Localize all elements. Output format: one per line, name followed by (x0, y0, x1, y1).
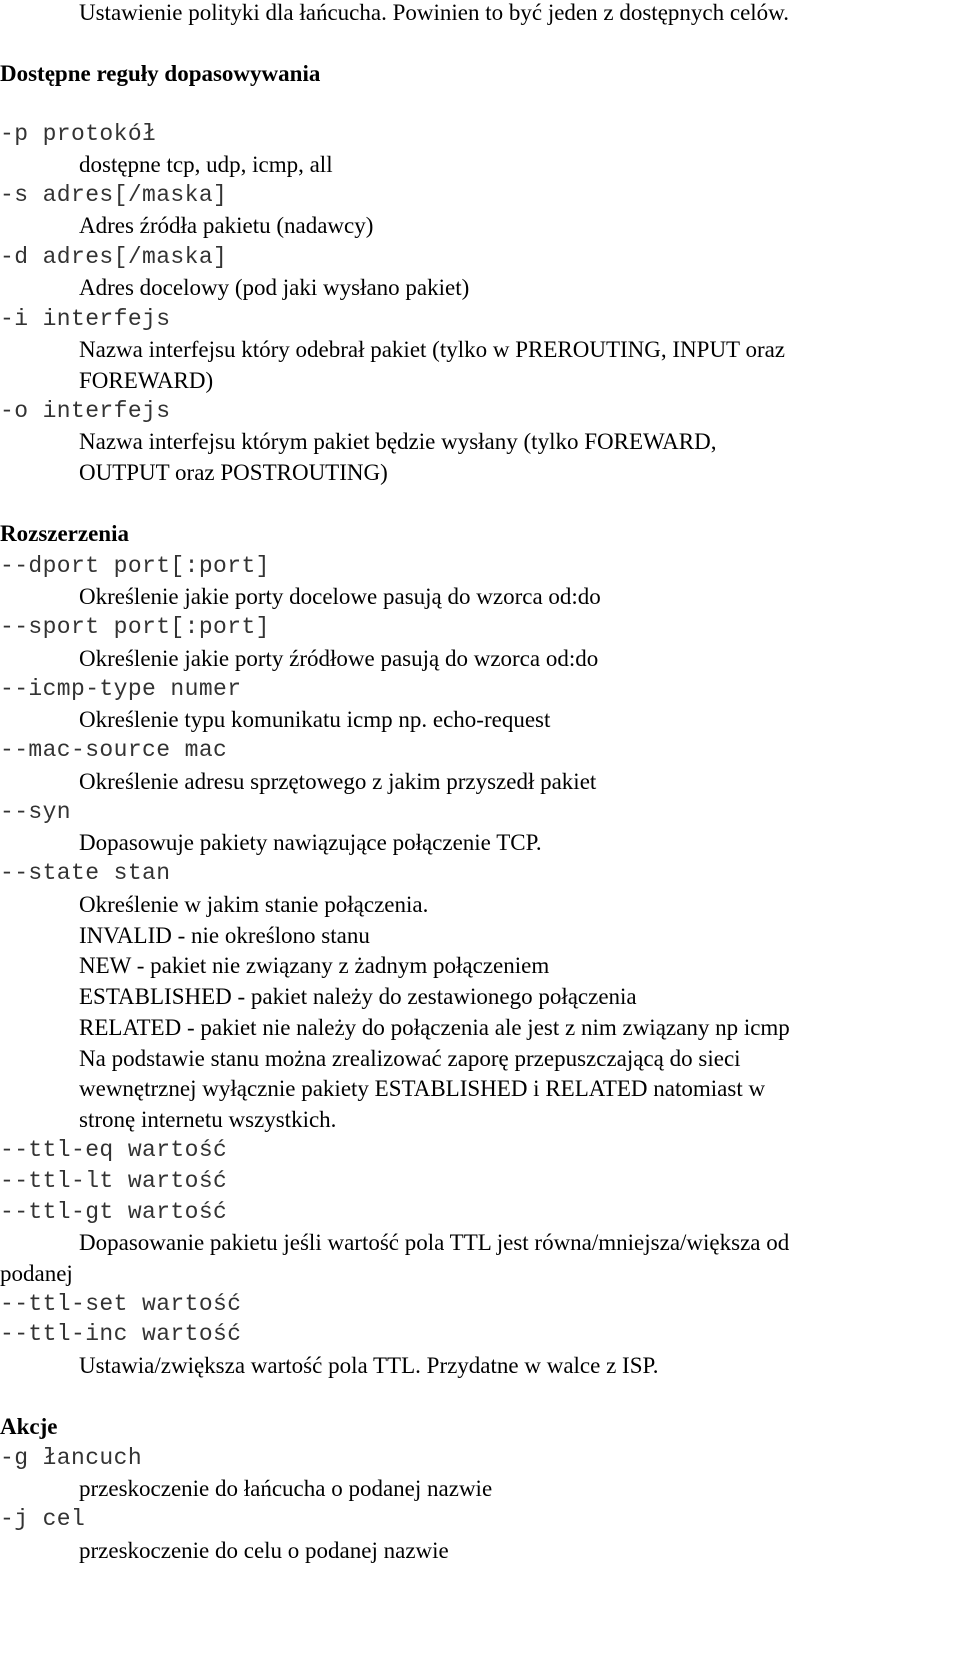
option-ttl-inc: --ttl-inc wartość (0, 1321, 242, 1347)
option-icmp-type: --icmp-type numer (0, 676, 242, 702)
option-state: --state stan (0, 860, 171, 886)
option-dport-desc: Określenie jakie porty docelowe pasują do wzorca od:do (79, 584, 601, 609)
option-out-interface-desc-2: OUTPUT oraz POSTROUTING) (79, 460, 388, 485)
option-goto-desc: przeskoczenie do łańcucha o podanej nazwie (79, 1476, 493, 1501)
option-syn-desc: Dopasowuje pakiety nawiązujące połączenie TCP. (79, 830, 542, 855)
option-destination-desc: Adres docelowy (pod jaki wysłano pakiet) (79, 275, 470, 300)
option-dport: --dport port[:port] (0, 553, 270, 579)
option-state-desc-2: INVALID - nie określono stanu (79, 923, 370, 948)
option-jump: -j cel (0, 1506, 86, 1532)
option-state-desc-5: RELATED - pakiet nie należy do połączenia ale jest z nim związany np icmp (79, 1015, 790, 1040)
option-jump-desc: przeskoczenie do celu o podanej nazwie (79, 1538, 449, 1563)
matching-rules-heading: Dostępne reguły dopasowywania (0, 61, 321, 86)
option-ttl-gt: --ttl-gt wartość (0, 1199, 228, 1225)
option-in-interface: -i interfejs (0, 306, 171, 332)
actions-heading: Akcje (0, 1414, 58, 1439)
option-state-desc-6: Na podstawie stanu można zrealizować zaporę przepuszczającą do sieci (79, 1046, 741, 1071)
option-protocol: -p protokół (0, 121, 157, 147)
option-ttl-compare-desc-2: podanej (0, 1261, 73, 1286)
option-sport: --sport port[:port] (0, 614, 270, 640)
option-sport-desc: Określenie jakie porty źródłowe pasują do wzorca od:do (79, 646, 599, 671)
option-goto: -g łancuch (0, 1445, 143, 1471)
option-state-desc-8: stronę internetu wszystkich. (79, 1107, 337, 1132)
option-state-desc-4: ESTABLISHED - pakiet należy do zestawionego połączenia (79, 984, 637, 1009)
option-icmp-type-desc: Określenie typu komunikatu icmp np. echo-request (79, 707, 551, 732)
option-source: -s adres[/maska] (0, 182, 228, 208)
option-mac-source: --mac-source mac (0, 737, 228, 763)
option-state-desc-1: Określenie w jakim stanie połączenia. (79, 892, 429, 917)
option-in-interface-desc-1: Nazwa interfejsu który odebrał pakiet (tylko w PREROUTING, INPUT oraz (79, 337, 786, 362)
option-ttl-compare-desc-1: Dopasowanie pakietu jeśli wartość pola TTL jest równa/mniejsza/większa od (79, 1230, 790, 1255)
option-ttl-eq: --ttl-eq wartość (0, 1137, 228, 1163)
option-ttl-set: --ttl-set wartość (0, 1291, 242, 1317)
option-ttl-lt: --ttl-lt wartość (0, 1168, 228, 1194)
option-out-interface: -o interfejs (0, 398, 171, 424)
option-syn: --syn (0, 799, 72, 825)
option-source-desc: Adres źródła pakietu (nadawcy) (79, 213, 374, 238)
option-state-desc-7: wewnętrznej wyłącznie pakiety ESTABLISHED i RELATED natomiast w (79, 1076, 766, 1101)
option-in-interface-desc-2: FOREWARD) (79, 368, 214, 393)
extensions-heading: Rozszerzenia (0, 521, 129, 546)
option-ttl-modify-desc: Ustawia/zwiększa wartość pola TTL. Przydatne w walce z ISP. (79, 1353, 659, 1378)
option-protocol-desc: dostępne tcp, udp, icmp, all (79, 152, 333, 177)
option-destination: -d adres[/maska] (0, 244, 228, 270)
option-state-desc-3: NEW - pakiet nie związany z żadnym połączeniem (79, 953, 550, 978)
policy-description: Ustawienie polityki dla łańcucha. Powinien to być jeden z dostępnych celów. (79, 0, 790, 25)
option-out-interface-desc-1: Nazwa interfejsu którym pakiet będzie wysłany (tylko FOREWARD, (79, 429, 717, 454)
option-mac-source-desc: Określenie adresu sprzętowego z jakim przyszedł pakiet (79, 769, 597, 794)
